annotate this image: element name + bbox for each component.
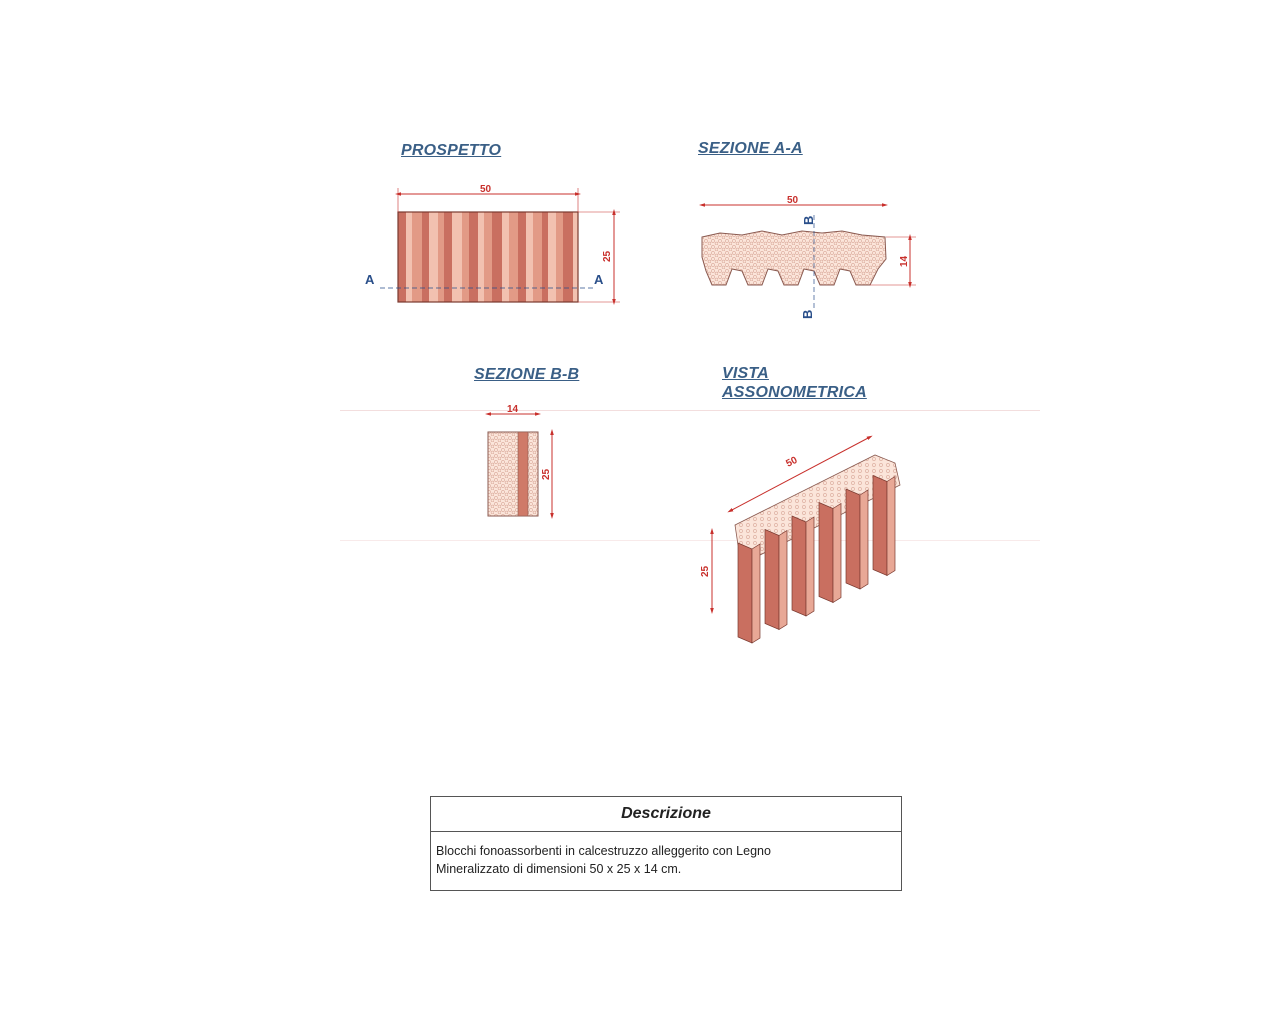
vista-fin-front [819,503,833,603]
prospetto-stripe [542,212,548,302]
sezione-aa-drawing [690,185,925,325]
prospetto-height-label: 25 [602,250,613,262]
prospetto-stripe [502,212,509,302]
section-b-top: B [801,215,816,225]
prospetto-stripe [484,212,492,302]
vista-title-line1: VISTA [722,365,769,382]
sezione-bb-body [488,432,538,516]
vista-fin-front [846,489,860,589]
description-text [431,832,901,878]
vista-fin-front [792,516,806,616]
section-b-bottom: B [800,309,815,319]
prospetto-stripe [469,212,478,302]
prospetto-stripe [398,212,406,302]
prospetto-stripe [422,212,429,302]
vista-title [722,364,867,402]
vista-drawing [690,415,920,660]
vista-fin-side [752,544,760,643]
prospetto-stripe [563,212,573,302]
prospetto-stripe [452,212,462,302]
prospetto-stripe [444,212,452,302]
description-line-2: Mineralizzato di dimensioni 50 x 25 x 14 cm. [436,862,682,876]
description-line-1: Blocchi fonoassorbenti in calcestruzzo alleggerito con Legno [436,844,771,858]
scan-line [340,410,1040,411]
prospetto-width-label: 50 [480,184,492,195]
prospetto-title: PROSPETTO [401,142,502,159]
sezione-bb-title: SEZIONE B-B [474,366,580,383]
vista-fin-side [806,517,814,616]
prospetto-stripe [462,212,469,302]
prospetto-stripe [509,212,518,302]
vista-height-label: 25 [700,565,711,577]
vista-title-line2: ASSONOMETRICA [722,384,867,401]
vista-fin-front [765,530,779,630]
prospetto-stripe [412,212,422,302]
prospetto-stripe [406,212,412,302]
description-box [430,796,902,891]
section-a-right: A [594,272,604,287]
prospetto-stripe [556,212,563,302]
prospetto-stripe [478,212,484,302]
prospetto-stripe [438,212,444,302]
vista-length-label: 50 [784,454,800,470]
prospetto-stripes [398,212,578,302]
sezione-aa-height-label: 14 [899,255,910,267]
sezione-bb-width-label: 14 [507,404,519,415]
sezione-bb-core [518,432,528,516]
sezione-aa-title: SEZIONE A-A [698,140,803,157]
prospetto-stripe [548,212,556,302]
description-header: Descrizione [431,797,901,832]
vista-fin-front [738,543,752,643]
prospetto-drawing [360,180,630,315]
prospetto-stripe [526,212,533,302]
vista-fin-side [860,490,868,589]
vista-fin-side [779,531,787,630]
sezione-aa-profile [702,231,886,285]
sezione-aa-width-label: 50 [787,195,799,206]
vista-fin-side [833,504,841,603]
prospetto-stripe [429,212,438,302]
prospetto-stripe [492,212,502,302]
prospetto-stripe [518,212,526,302]
section-a-left: A [365,272,375,287]
prospetto-stripe [573,212,578,302]
sezione-bb-height-label: 25 [541,468,552,480]
prospetto-stripe [533,212,542,302]
sezione-bb-drawing [480,400,570,525]
vista-fin-front [873,476,887,576]
vista-fin-side [887,477,895,576]
